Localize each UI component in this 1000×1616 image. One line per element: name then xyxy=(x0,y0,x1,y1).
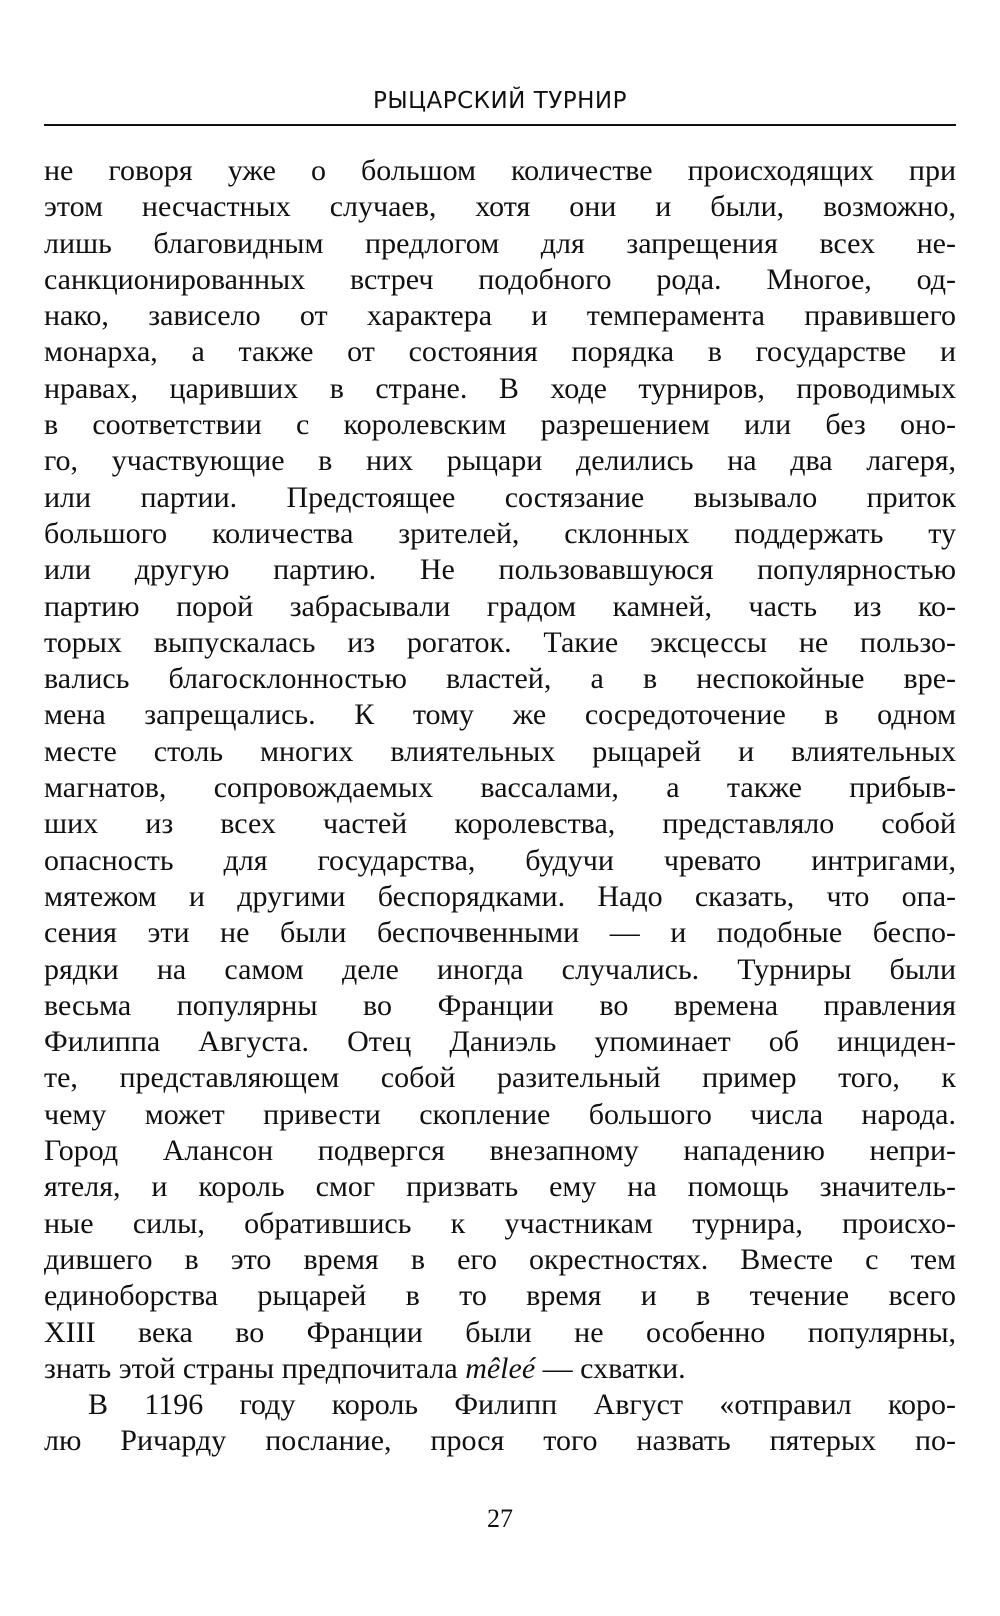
body-text xyxy=(44,153,956,1460)
text-line: магнатов, сопровождаемых вассалами, а также прибыв- xyxy=(44,771,956,805)
running-head: РЫЦАРСКИЙ ТУРНИР xyxy=(372,88,628,114)
text-line: Город Алансон подвергся внезапному нападению непри- xyxy=(44,1134,956,1168)
text-line: не говоря уже о большом количестве происходящих при xyxy=(44,154,956,187)
text-line: или партии. Предстоящее состязание вызывало приток xyxy=(44,480,956,514)
text-line: вались благосклонностью властей, а в неспокойные вре- xyxy=(44,662,956,696)
header-rule xyxy=(44,124,956,126)
text-line: санкционированных встреч подобного рода. Многое, од- xyxy=(44,262,956,296)
text-line: этом несчастных случаев, хотя они и были, возможно, xyxy=(44,190,956,224)
text-line: нравах, царивших в стране. В ходе турниров, проводимых xyxy=(44,371,956,405)
text-line: В 1196 году король Филипп Август «отправил коро- xyxy=(88,1388,956,1422)
text-line: единоборства рыцарей в то время и в течение всего xyxy=(44,1279,956,1313)
text-line: ших из всех частей королевства, представляло собой xyxy=(44,807,956,841)
text-line: чему может привести скопление большого числа народа. xyxy=(44,1097,956,1131)
text-line: мена запрещались. К тому же сосредоточение в одном xyxy=(44,698,956,732)
text-line: лишь благовидным предлогом для запрещения всех не- xyxy=(44,226,956,260)
text-line: рядки на самом деле иногда случались. Турниры были xyxy=(44,952,956,986)
text-line: месте столь многих влиятельных рыцарей и влиятельных xyxy=(44,734,956,768)
text-line: дившего в это время в его окрестностях. Вместе с тем xyxy=(44,1242,956,1276)
text-line: в соответствии с королевским разрешением или без оно- xyxy=(44,408,956,442)
text-line: XIII века во Франции были не особенно популярны, xyxy=(44,1315,956,1349)
text-line: сения эти не были беспочвенными — и подобные беспо- xyxy=(44,916,956,950)
text-line: нако, зависело от характера и темперамента правившего xyxy=(44,299,956,333)
text-line: большого количества зрителей, склонных поддержать ту xyxy=(44,516,956,550)
text-line-last xyxy=(44,1351,956,1387)
text-line: ные силы, обратившись к участникам турнира, происхо- xyxy=(44,1206,956,1240)
text-segment: знать этой страны предпочитала xyxy=(44,1351,466,1385)
text-line: лю Ричарду послание, прося того назвать пятерых по- xyxy=(44,1424,956,1458)
italic-term: mêleé xyxy=(465,1351,536,1385)
paragraph-2 xyxy=(44,1387,956,1460)
text-line: торых выпускалась из рогаток. Такие эксцессы не пользо- xyxy=(44,625,956,659)
page-number: 27 xyxy=(487,1504,513,1533)
text-line: партию порой забрасывали градом камней, часть из ко- xyxy=(44,589,956,623)
text-line: опасность для государства, будучи чревато интригами, xyxy=(44,843,956,877)
text-line: ятеля, и король смог призвать ему на помощь значитель- xyxy=(44,1170,956,1204)
book-page xyxy=(44,0,956,1616)
text-line: мятежом и другими беспорядками. Надо сказать, что опа- xyxy=(44,879,956,913)
paragraph-1 xyxy=(44,153,956,1387)
text-line: те, представляющем собой разительный пример того, к xyxy=(44,1061,956,1095)
text-line: монарха, а также от состояния порядка в государстве и xyxy=(44,335,956,369)
text-line: или другую партию. Не пользовавшуюся популярностью xyxy=(44,553,956,587)
text-line: весьма популярны во Франции во времена правления xyxy=(44,988,956,1022)
text-line: го, участвующие в них рыцари делились на два лагеря, xyxy=(44,444,956,478)
text-line: Филиппа Августа. Отец Даниэль упоминает об инциден- xyxy=(44,1025,956,1059)
text-segment: — схватки. xyxy=(535,1351,686,1385)
